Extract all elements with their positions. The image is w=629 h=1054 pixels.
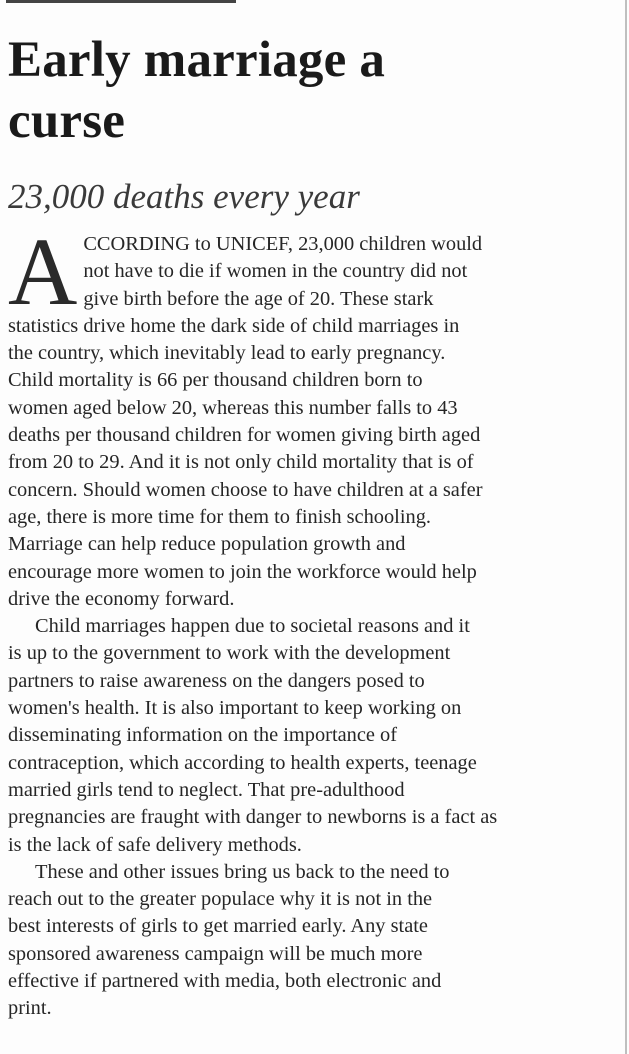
body-line: give birth before the age of 20. These stark xyxy=(83,287,434,310)
drop-cap: A xyxy=(8,218,78,325)
paragraph-3 xyxy=(8,859,606,1023)
body-line: best interests of girls to get married early. Any state xyxy=(8,915,428,938)
body-line: from 20 to 29. And it is not only child mortality that is of xyxy=(8,451,474,474)
paragraph-1 xyxy=(8,218,606,613)
body-line: not have to die if women in the country did not xyxy=(83,260,468,283)
paragraph-2 xyxy=(8,613,606,859)
body-line: sponsored awareness campaign will be much more xyxy=(8,942,423,965)
headline xyxy=(8,30,608,152)
headline-line: curse xyxy=(8,93,126,149)
headline-line: Early marriage a xyxy=(8,32,386,88)
body-line: age, there is more time for them to finish schooling. xyxy=(8,505,432,528)
body-line: These and other issues bring us back to the need to xyxy=(35,860,450,883)
top-rule xyxy=(6,0,236,3)
body-line: CCORDING to UNICEF, 23,000 children would xyxy=(83,233,483,255)
body-line: Child marriages happen due to societal reasons and it xyxy=(35,615,470,638)
subheadline: 23,000 deaths every year xyxy=(8,177,360,216)
body-line: is up to the government to work with the development xyxy=(8,642,451,665)
body-line: the country, which inevitably lead to early pregnancy. xyxy=(8,342,446,365)
body-line: concern. Should women choose to have children at a safer xyxy=(8,478,483,501)
body-line: effective if partnered with media, both electronic and xyxy=(8,970,442,993)
body-line: pregnancies are fraught with danger to newborns is a fact as xyxy=(8,806,498,829)
body-line: disseminating information on the importance of xyxy=(8,724,398,747)
body-line: is the lack of safe delivery methods. xyxy=(8,833,302,856)
body-line: Child mortality is 66 per thousand children born to xyxy=(8,369,423,392)
body-line: drive the economy forward. xyxy=(8,587,235,610)
body-line: women aged below 20, whereas this number falls to 43 xyxy=(8,396,458,419)
body-line: contraception, which according to health experts, teenage xyxy=(8,751,477,774)
body-line: encourage more women to join the workforce would help xyxy=(8,560,477,583)
article-body xyxy=(8,218,606,1023)
body-line: reach out to the greater populace why it is not in the xyxy=(8,888,433,911)
column-rule xyxy=(625,0,627,1054)
body-line: deaths per thousand children for women giving birth aged xyxy=(8,424,481,447)
body-line: statistics drive home the dark side of child marriages in xyxy=(8,314,460,337)
body-line: partners to raise awareness on the dangers posed to xyxy=(8,669,425,692)
body-line: women's health. It is also important to keep working on xyxy=(8,697,462,720)
body-line: married girls tend to neglect. That pre-adulthood xyxy=(8,778,405,801)
body-line: Marriage can help reduce population growth and xyxy=(8,533,406,556)
body-line: print. xyxy=(8,997,52,1020)
